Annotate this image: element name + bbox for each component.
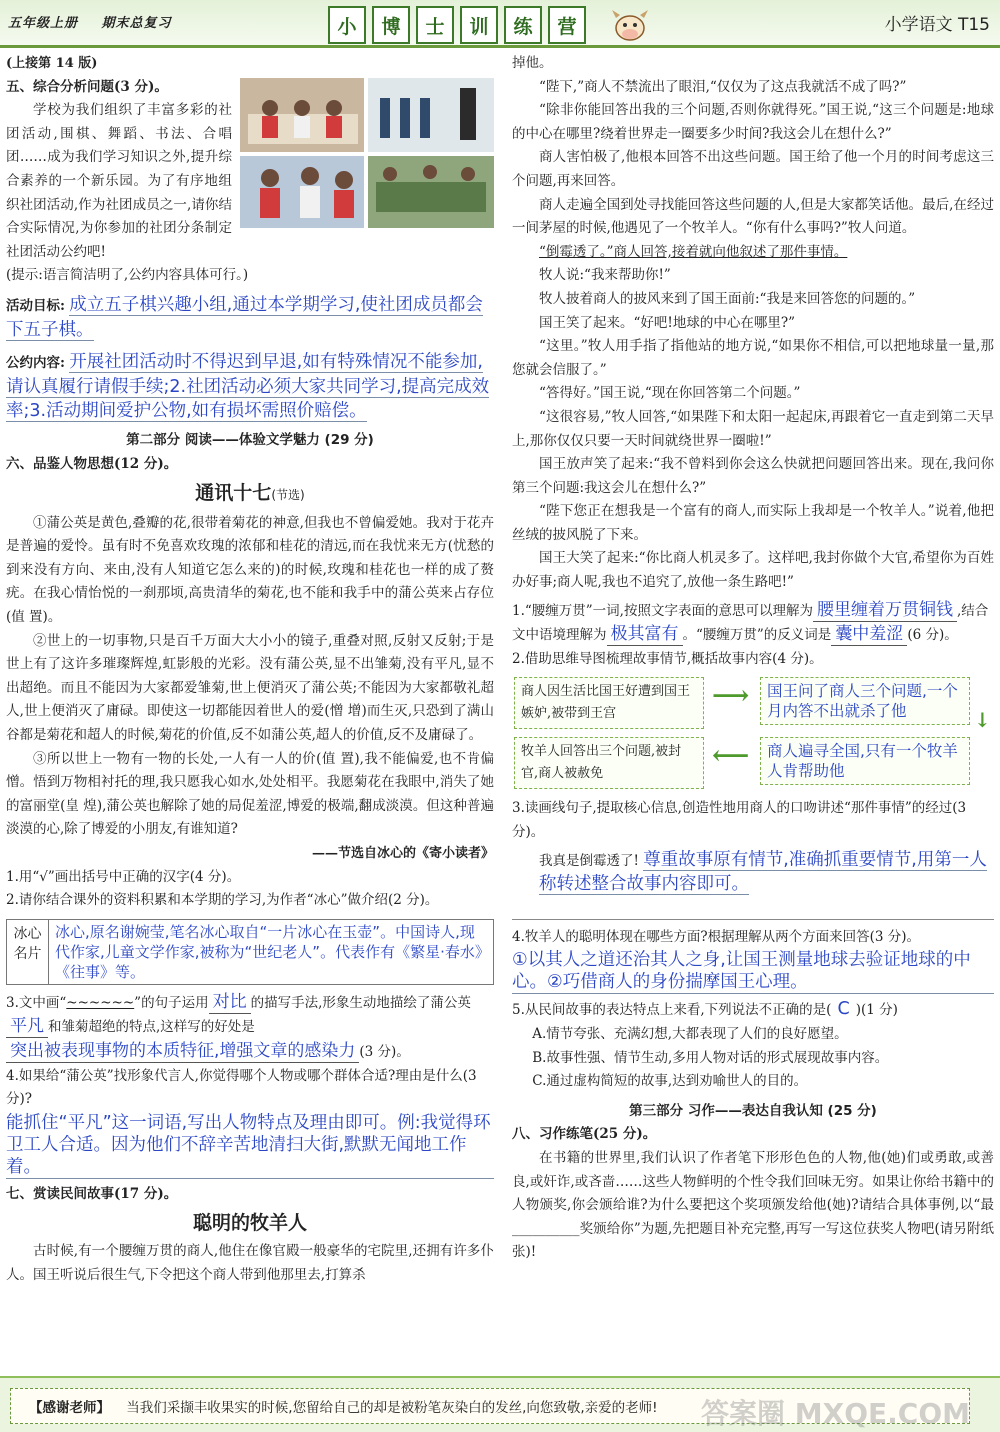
sub-q1: 1.用“√”画出括号中正确的汉字(4 分)。 xyxy=(6,868,241,885)
story-line: 商人害怕极了,他根本回答不出这些问题。国王给了他一个月的时间考虑这三个问题,再来回答。 xyxy=(512,149,994,189)
brand-char: 训 xyxy=(460,6,498,44)
header-left xyxy=(8,12,190,31)
story-q4-answer: ①以其人之道还治其人之身,让国王测量地球去验证地球的中心。②巧借商人的身份揣摩国王心理。 xyxy=(512,949,994,994)
passage-para-1: ①蒲公英是黄色,叠瓣的花,很带着菊花的神意,但我也不曾偏爱她。我对于花卉是普遍的爱怜。虽有时不免喜欢玫瑰的浓郁和桂花的清远,而在我忧来无方(忧愁的到来没有方向、来由,没有人知道它怎么来的)的时候,玫瑰和桂花也一样的成了赘疣。在我心情怡悦的一刹那顷,高贵清华的菊花,也不能和我手中的蒲公英来占存位(值 置)。 xyxy=(6,514,494,626)
sub-q4-answer: 能抓住“平凡”这一词语,写出人物特点及理由即可。例:我觉得环卫工人合适。因为他们不辞辛苦地清扫大街,默默无闻地工作着。 xyxy=(6,1112,494,1179)
story-line: “答得好。”国王说,“现在你回答第二个问题。” xyxy=(539,385,801,402)
story-line: 掉他。 xyxy=(512,55,553,71)
brand-boxes xyxy=(328,6,586,44)
q5-text: 学校为我们组织了丰富多彩的社团活动,围棋、舞蹈、书法、合唱团……成为我们学习知识之外,提升综合素养的一个新乐园。为了有序地组织社团活动,作为社团成员之一,请你结合实际情况,为你参加的社团分条制定社团活动公约吧! xyxy=(6,102,232,260)
bingxin-card-answer: 冰心,原名谢婉莹,笔名冰心取自“一片冰心在玉壶”。中国诗人,现代作家,儿童文学作家,被称为“世纪老人”。代表作有《繁星·春水》《往事》等。 xyxy=(55,922,483,981)
q5-hint: (提示:语言简洁明了,公约内容具体可行。) xyxy=(6,267,249,284)
passage-source: ——节选自冰心的《寄小读者》 xyxy=(311,846,494,861)
mind-map-box-2: 国王问了商人三个问题,一个月内答不出就杀了他 xyxy=(760,677,970,725)
right-column xyxy=(512,52,994,1265)
arrow-right-icon: ⟶ xyxy=(712,681,750,712)
page-footer xyxy=(0,1376,1000,1432)
subject-page: 小学语文 T15 xyxy=(884,15,990,35)
story-q3-answer-block xyxy=(512,849,994,898)
story-line: “陛下,”商人不禁流出了眼泪,“仅仅为了这点我就活不成了吗?” xyxy=(539,78,907,95)
sub-q3-text-b: ”的句子运用 xyxy=(134,994,209,1011)
brand-char: 练 xyxy=(504,6,542,44)
q8-text: 在书籍的世界里,我们认识了作者笔下形形色色的人物,他(她)们或勇敢,或善良,或奸诈,或吝啬……这些人物鲜明的个性令我们回味无穷。如果让你给书籍中的人物颁奖,你会颁给谁?为什么要把这个奖项颁发给他(她)?请结合具体事例,以“最__________奖颁给你”为题,先把题目补充完整,再写一写这位获奖人物吧(请另附纸张)! xyxy=(512,1149,994,1261)
answer-line xyxy=(512,898,994,920)
brand-char: 小 xyxy=(328,6,366,44)
brand-char: 博 xyxy=(372,6,410,44)
story-q2: 2.借助思维导图梳理故事情节,概括故事内容(4 分)。 xyxy=(512,650,823,667)
option-a: A.情节夸张、充满幻想,大都表现了人们的良好愿望。 xyxy=(532,1026,848,1042)
story-line: “这里。”牧人用手指了指他站的地方说,“如果你不相信,可以把地球量一量,那您就会信服了。” xyxy=(512,338,994,378)
mind-map-box-1: 商人因生活比国王好遭到国王嫉妒,被带到王宫 xyxy=(514,677,704,729)
option-c: C.通过虚构简短的故事,达到劝喻世人的目的。 xyxy=(532,1073,808,1090)
story-title: 聪明的牧羊人 xyxy=(192,1212,307,1235)
q8-title: 八、习作练笔(25 分)。 xyxy=(512,1126,657,1143)
story-q1-text-c: 。“腰缠万贯”的反义词是 xyxy=(682,627,832,644)
sub-q3-fill-2: 平凡 xyxy=(6,1015,48,1038)
story-line-underlined: “倒霉透了。”商人回答,接着就向他叙述了那件事情。 xyxy=(539,243,848,260)
story-para-1: 古时候,有一个腰缠万贯的商人,他住在像官殿一般豪华的宅院里,还拥有许多仆人。国王听说后很生气,下令把这个商人带到他那里去,打算杀 xyxy=(6,1242,494,1283)
story-line: 牧人说:“我来帮助你!” xyxy=(539,267,671,284)
cow-mascot-icon xyxy=(608,4,652,44)
story-line: 商人走遍全国到处寻找能回答这些问题的人,但是大家都笑话他。最后,在经过一间茅屋的时候,他遇见了一个牧羊人。“你有什么事吗?”牧人问道。 xyxy=(512,196,994,237)
q6-title: 六、品鉴人物思想(12 分)。 xyxy=(6,455,178,472)
sub-q3-text-c: 的描写手法,形象生动地描绘了蒲公英 xyxy=(250,994,471,1011)
story-q5-text-b: )(1 分) xyxy=(855,1002,898,1019)
grade-label: 五年级上册 xyxy=(8,16,79,31)
story-line: “这很容易,”牧人回答,“如果陛下和太阳一起起床,再跟着它一直走到第二天早上,那你仅仅只要一天时间就绕世界一圈啦!” xyxy=(512,408,994,449)
photo-collage xyxy=(240,78,494,228)
footer-label: 【感谢老师】 xyxy=(29,1400,110,1416)
footer-text: 当我们采撷丰收果实的时候,您留给自己的却是被粉笔灰染白的发丝,向您致敬,亲爱的老师! xyxy=(126,1400,658,1416)
q5-title: 五、综合分析问题(3 分)。 xyxy=(6,78,168,95)
sub-q2: 2.请你结合课外的资料积累和本学期的学习,为作者“冰心”做介绍(2 分)。 xyxy=(6,892,439,909)
mind-map-box-4: 商人遍寻全国,只有一个牧羊人肯帮助他 xyxy=(760,737,970,785)
sub-q3: 3.文中画“~~~~~~”的句子运用 对比 的描写手法,形象生动地描绘了蒲公英平凡 和雏菊超绝的特点,这样写的好处是突出被表现事物的本质特征,增强文章的感染力 (3 分)。 xyxy=(6,991,471,1061)
sub-q3-text-d: 和雏菊超绝的特点,这样写的好处是 xyxy=(48,1019,255,1036)
story-q1 xyxy=(512,599,994,648)
mind-map-box-3: 牧羊人回答出三个问题,被封官,商人被赦免 xyxy=(514,737,704,789)
goal-block xyxy=(6,294,494,343)
left-column xyxy=(6,52,494,1287)
story-q1-fill-3: 囊中羞涩 xyxy=(831,623,907,646)
passage-title-block xyxy=(6,482,494,508)
story-q5-answer: C xyxy=(837,999,850,1020)
brand-char: 营 xyxy=(548,6,586,44)
bingxin-card-label: 冰心名片 xyxy=(7,920,49,984)
continued-note: (上接第 14 版) xyxy=(6,56,98,71)
passage-note: (节选) xyxy=(271,488,305,503)
passage-title: 通讯十七 xyxy=(195,482,272,505)
story-line: 国王笑了起来。“好吧!地球的中心在哪里?” xyxy=(539,314,795,331)
sub-q3-fill-1: 对比 xyxy=(209,991,251,1014)
option-b: B.故事性强、情节生动,多用人物对话的形式展现故事内容。 xyxy=(532,1049,889,1066)
story-q3-lead: 我真是倒霉透了! xyxy=(539,852,639,869)
story-q1-text-b: ,结合文中语境理解为 xyxy=(512,602,989,644)
passage-para-2: ②世上的一切事物,只是百千万面大大小小的镜子,重叠对照,反射又反射;于是世上有了这许多璀璨辉煌,虹影般的光彩。没有蒲公英,显不出雏菊,没有平凡,显不出超绝。而且不能因为大家都爱雏菊,世上便消灭了蒲公英;不能因为大家都敬礼超人,世上便消灭了庸碌。即使这一切都能因着世人的爱(憎 增)而生灭,只恐到了满山谷都是菊花和超人的时候,菊花的价值,反不如蒲公英,超人的价值,反不及庸碌了。 xyxy=(6,632,494,744)
q7-title: 七、赏读民间故事(17 分)。 xyxy=(6,1185,178,1202)
story-line: “除非你能回答出我的三个问题,否则你就得死。”国王说,“这三个问题是:地球的中心在哪里?绕着世界走一圈要多少时间?我这会儿在想什么?” xyxy=(512,102,994,142)
convention-label: 公约内容: xyxy=(6,355,65,372)
story-q5-text-a: 5.从民间故事的表达特点上来看,下列说法不正确的是( xyxy=(512,1002,832,1019)
mind-map xyxy=(512,675,994,793)
review-label: 期末总复习 xyxy=(101,16,172,31)
sub-q3-text-a: 3.文中画“ xyxy=(6,994,67,1011)
story-q1-text-d: (6 分)。 xyxy=(907,627,958,644)
sub-q3-text-e: (3 分)。 xyxy=(359,1043,410,1060)
watermark: 答案圈 MXQE.COM xyxy=(701,1397,970,1430)
bingxin-card xyxy=(6,919,494,985)
story-q5 xyxy=(512,998,994,1023)
arrow-left-icon: ⟵ xyxy=(712,741,750,772)
goal-answer: 成立五子棋兴趣小组,通过本学期学习,使社团成员都会下五子棋。 xyxy=(6,294,483,340)
sub-q3-fill-3: 突出被表现事物的本质特征,增强文章的感染力 xyxy=(6,1040,359,1063)
story-q4: 4.牧羊人的聪明体现在哪些方面?根据理解从两个方面来回答(3 分)。 xyxy=(512,928,921,945)
club-activity-photo xyxy=(240,78,494,228)
part3-heading: 第三部分 习作——表达自我认知 (25 分) xyxy=(629,1102,877,1119)
arrow-down-icon: ↓ xyxy=(974,708,991,733)
story-line: 牧人披着商人的披风来到了国王面前:“我是来回答您的问题的。” xyxy=(539,290,916,307)
story-line: “陛下您正在想我是一个富有的商人,而实际上我却是一个牧羊人。”说着,他把丝绒的披风脱了下来。 xyxy=(512,503,994,543)
story-q1-text-a: 1.“腰缠万贯”一词,按照文字表面的意思可以理解为 xyxy=(512,602,813,619)
brand-char: 士 xyxy=(416,6,454,44)
story-line: 国王放声笑了起来:“我不曾料到你会这么快就把问题回答出来。现在,我问你第三个问题:我这会儿在想什么?” xyxy=(512,456,994,496)
part2-heading: 第二部分 阅读——体验文学魅力 (29 分) xyxy=(126,431,374,448)
sub-q4: 4.如果给“蒲公英”找形象代言人,你觉得哪个人物或哪个群体合适?理由是什么(3 分)? xyxy=(6,1067,477,1108)
story-line: 国王大笑了起来:“你比商人机灵多了。这样吧,我封你做个大官,希望你为百姓办好事;商人呢,我也不追究了,放他一条生路吧!” xyxy=(512,550,994,591)
story-q1-fill-2: 极其富有 xyxy=(607,623,683,646)
story-q3: 3.读画线句子,提取核心信息,创造性地用商人的口吻讲述“那件事情”的经过(3 分)。 xyxy=(512,800,967,841)
page-header xyxy=(0,0,1000,48)
convention-block xyxy=(6,351,494,425)
story-q1-fill-1: 腰里缠着万贯铜钱 xyxy=(813,599,957,622)
passage-para-3: ③所以世上一物有一物的长处,一人有一人的价(值 置),我不能偏爱,也不肯偏憎。悟到万物相衬托的理,我只愿我心如水,处处相平。我愿菊花在我眼中,消失了她的富丽堂(皇 煌),蒲公英也解除了她的局促羞涩,博爱的极端,翻成淡漠。但这种普遍淡漠的心,除了博爱的小朋友,有谁知道? xyxy=(6,750,494,838)
story-q3-answer: 尊重故事原有情节,准确抓重要情节,用第一人称转述整合故事内容即可。 xyxy=(539,849,987,895)
convention-answer: 开展社团活动时不得迟到早退,如有特殊情况不能参加,请认真履行请假手续;2.社团活动必须大家共同学习,提高完成效率;3.活动期间爱护公物,如有损坏需照价赔偿。 xyxy=(6,352,490,422)
goal-label: 活动目标: xyxy=(6,297,65,314)
